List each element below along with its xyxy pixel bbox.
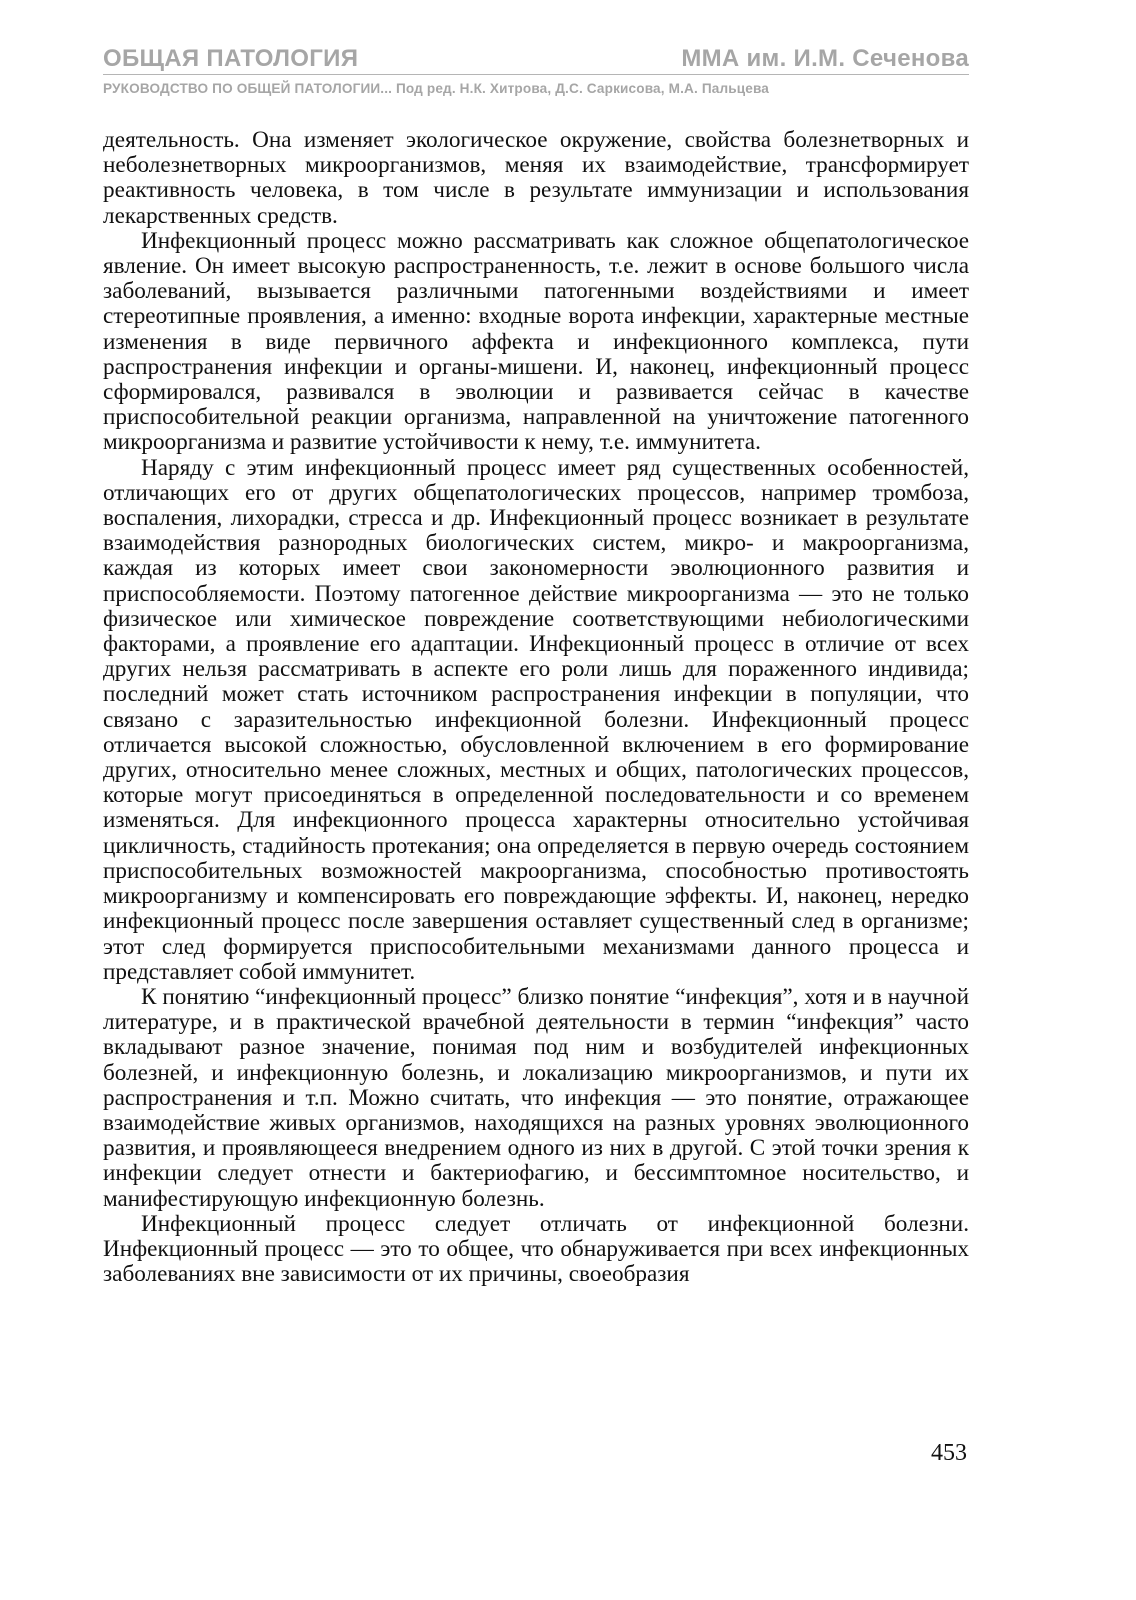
header-section-title: ОБЩАЯ ПАТОЛОГИЯ [103,45,359,72]
header-title-row [103,40,969,75]
paragraph: К понятию “инфекционный процесс” близко понятие “инфекция”, хотя и в научной литературе, и в практической врачебной деятельности в термин “инфекция” часто вкладывают разное значение, понимая под ним и возбудителей инфекционных болезней, и инфекционную болезнь, и локализацию микроорганизмов, и пути их распространения и т.п. Можно считать, что инфекция — это понятие, отражающее взаимодействие живых организмов, находящихся на разных уровнях эволюционного развития, и проявляющееся внедрением одного из них в другой. С этой точки зрения к инфекции следует отнести и бактериофагию, и бессимптомное носительство, и манифестирующую инфекционную болезнь. [103,983,969,1212]
body-text [103,128,969,1287]
paragraph: деятельность. Она изменяет экологическое окружение, свойства болезнетворных и неболезнетворных микроорганизмов, меняя их взаимодействие, трансформирует реактивность человека, в том числе в результате иммунизации и использования лекарственных средств. [103,127,969,229]
header-book-reference: РУКОВОДСТВО ПО ОБЩЕЙ ПАТОЛОГИИ... Под ред. Н.К. Хитрова, Д.С. Саркисова, М.А. Пальцева [103,81,770,96]
page-number: 453 [931,1440,967,1466]
header-institution: ММА им. И.М. Сеченова [681,45,969,72]
paragraph: Инфекционный процесс можно рассматривать как сложное общепатологическое явление. Он имеет высокую распространенность, т.е. лежит в основе большого числа заболеваний, вызывается различными патогенными воздействиями и имеет стереотипные проявления, а именно: входные ворота инфекции, характерные местные изменения в виде первичного аффекта и инфекционного комплекса, пути распространения инфекции и органы-мишени. И, наконец, инфекционный процесс сформировался, развивался в эволюции и развивается сейчас в качестве приспособительной реакции организма, направленной на уничтожение патогенного микроорганизма и развитие устойчивости к нему, т.е. иммунитета. [103,227,969,456]
paragraph: Инфекционный процесс следует отличать от инфекционной болезни. Инфекционный процесс — это то общее, что обнаруживается при всех инфекционных заболеваниях вне зависимости от их причины, своеобразия [103,1210,969,1288]
running-header [103,40,969,96]
paragraph: Наряду с этим инфекционный процесс имеет ряд существенных особенностей, отличающих его от других общепатологических процессов, например тромбоза, воспаления, лихорадки, стресса и др. Инфекционный процесс возникает в результате взаимодействия разнородных биологических систем, микро- и макроорганизма, каждая из которых имеет свои закономерности эволюционного развития и приспособляемости. Поэтому патогенное действие микроорганизма — это не только физическое или химическое повреждение соответствующими небиологическими факторами, а проявление его адаптации. Инфекционный процесс в отличие от всех других нельзя рассматривать в аспекте его роли лишь для пораженного индивида; последний может стать источником распространения инфекции в популяции, что связано с заразительностью инфекционной болезни. Инфекционный процесс отличается высокой сложностью, обусловленной включением в его формирование других, относительно менее сложных, местных и общих, патологических процессов, которые могут присоединяться в определенной последовательности и со временем изменяться. Для инфекционного процесса характерны относительно устойчивая цикличность, стадийность протекания; она определяется в первую очередь состоянием приспособительных возможностей макроорганизма, способностью противостоять микроорганизму и компенсировать его повреждающие эффекты. И, наконец, нередко инфекционный процесс после завершения оставляет существенный след в организме; этот след формируется приспособительными механизмами данного процесса и представляет собой иммунитет. [103,454,969,985]
